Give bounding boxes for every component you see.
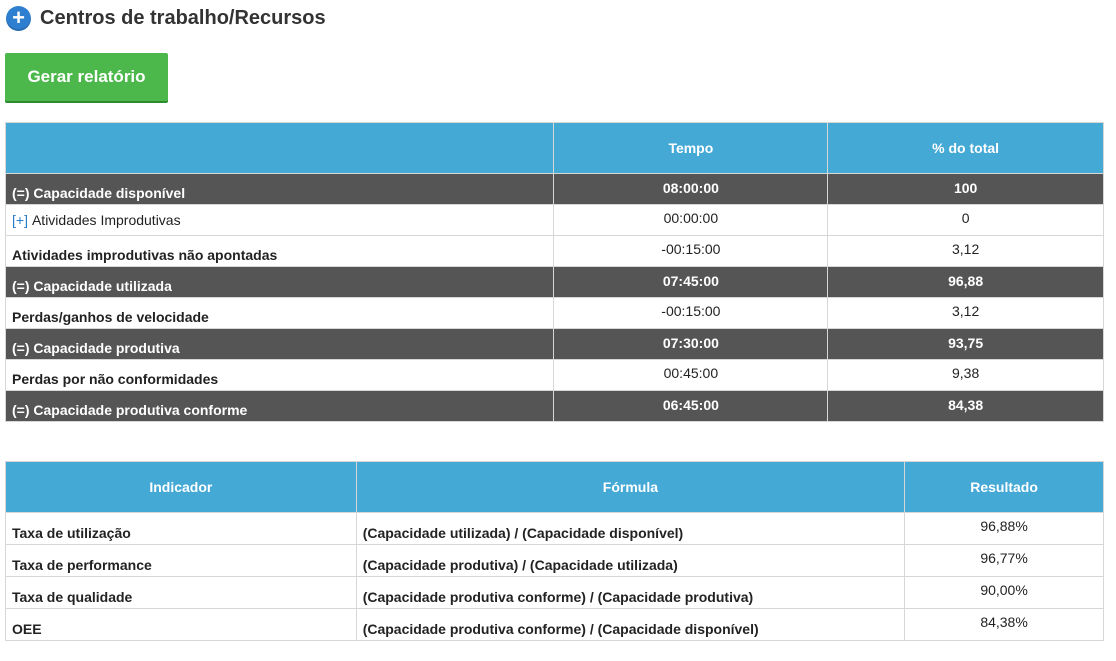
indicator-name: Taxa de performance — [6, 545, 357, 577]
indicator-name: Taxa de qualidade — [6, 577, 357, 609]
column-header-pct: % do total — [828, 123, 1104, 174]
row-pct: 93,75 — [828, 329, 1104, 360]
table-row — [6, 298, 1104, 329]
column-header-indicador: Indicador — [6, 462, 357, 513]
row-pct: 9,38 — [828, 360, 1104, 391]
row-label: Atividades improdutivas não apontadas — [6, 236, 554, 267]
row-pct: 100 — [828, 174, 1104, 205]
table-row — [6, 205, 1104, 236]
indicator-name: OEE — [6, 609, 357, 641]
row-pct: 3,12 — [828, 236, 1104, 267]
indicator-result: 90,00% — [905, 577, 1104, 609]
column-header-resultado: Resultado — [905, 462, 1104, 513]
table-row — [6, 391, 1104, 422]
table-row — [6, 236, 1104, 267]
generate-report-button[interactable]: Gerar relatório — [5, 53, 168, 101]
indicator-formula: (Capacidade produtiva conforme) / (Capacidade disponível) — [356, 609, 904, 641]
indicator-formula: (Capacidade produtiva) / (Capacidade utilizada) — [356, 545, 904, 577]
indicator-formula: (Capacidade utilizada) / (Capacidade disponível) — [356, 513, 904, 545]
row-tempo: 08:00:00 — [554, 174, 828, 205]
row-label: Atividades Improdutivas — [31, 212, 181, 228]
row-label: (=) Capacidade disponível — [6, 174, 554, 205]
column-header-formula: Fórmula — [356, 462, 904, 513]
row-label: (=) Capacidade produtiva — [6, 329, 554, 360]
table-row — [6, 267, 1104, 298]
row-pct: 84,38 — [828, 391, 1104, 422]
indicator-table — [5, 461, 1104, 641]
row-tempo: 00:45:00 — [554, 360, 828, 391]
row-pct: 96,88 — [828, 267, 1104, 298]
table-row — [6, 329, 1104, 360]
row-tempo: 06:45:00 — [554, 391, 828, 422]
plus-circle-icon[interactable]: + — [6, 6, 31, 31]
row-label: Perdas por não conformidades — [6, 360, 554, 391]
table-row — [6, 545, 1104, 577]
row-label: Perdas/ganhos de velocidade — [6, 298, 554, 329]
table-row — [6, 513, 1104, 545]
row-tempo: 07:45:00 — [554, 267, 828, 298]
row-pct: 0 — [828, 205, 1104, 236]
capacity-table — [5, 122, 1104, 422]
row-tempo: 00:00:00 — [554, 205, 828, 236]
row-label: (=) Capacidade utilizada — [6, 267, 554, 298]
indicator-result: 96,77% — [905, 545, 1104, 577]
page-title: Centros de trabalho/Recursos — [40, 6, 326, 29]
page-header — [6, 5, 326, 31]
table-row — [6, 609, 1104, 641]
indicator-result: 96,88% — [905, 513, 1104, 545]
table-row — [6, 360, 1104, 391]
row-tempo: -00:15:00 — [554, 236, 828, 267]
table-row — [6, 577, 1104, 609]
table-row — [6, 174, 1104, 205]
row-pct: 3,12 — [828, 298, 1104, 329]
row-tempo: -00:15:00 — [554, 298, 828, 329]
column-header-label — [6, 123, 554, 174]
column-header-tempo: Tempo — [554, 123, 828, 174]
indicator-name: Taxa de utilização — [6, 513, 357, 545]
indicator-table-header — [6, 462, 1104, 513]
indicator-result: 84,38% — [905, 609, 1104, 641]
row-label-cell — [6, 205, 554, 236]
expand-toggle[interactable]: [+] — [12, 212, 28, 228]
row-tempo: 07:30:00 — [554, 329, 828, 360]
capacity-table-header — [6, 123, 1104, 174]
row-label: (=) Capacidade produtiva conforme — [6, 391, 554, 422]
indicator-formula: (Capacidade produtiva conforme) / (Capacidade produtiva) — [356, 577, 904, 609]
